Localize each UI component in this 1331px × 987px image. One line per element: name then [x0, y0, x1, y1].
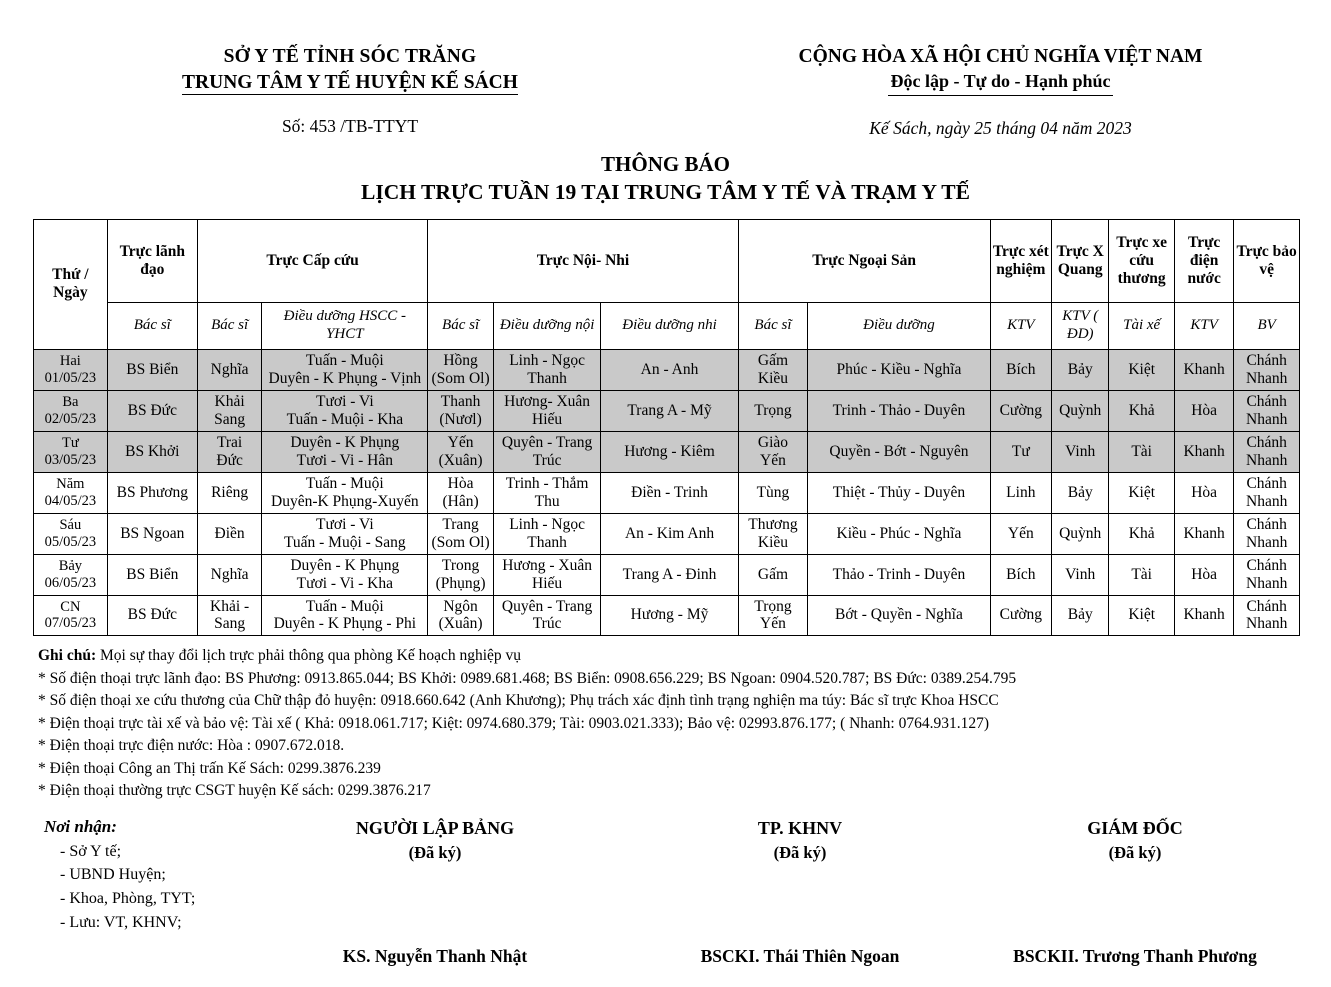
cell-utility-tech: Hòa: [1174, 472, 1233, 513]
place-and-date: Kế Sách, ngày 25 tháng 04 năm 2023: [869, 118, 1132, 139]
cell-emergency-doctor: Điền: [197, 513, 262, 554]
notes-label: Ghi chú:: [38, 647, 97, 665]
cell-emergency-nurse: Tuấn - Muội Duyên-K Phụng-Xuyến: [262, 472, 428, 513]
cell-surgery-nurse: Thiệt - Thủy - Duyên: [808, 472, 990, 513]
cell-emergency-nurse: Duyên - K Phụng Tươi - Vi - Hân: [262, 431, 428, 472]
cell-pediatric-nurse: Trang A - Đinh: [601, 554, 738, 595]
cell-driver: Tài: [1109, 431, 1175, 472]
col-header-internal-pediatric: Trực Nội- Nhi: [428, 219, 738, 302]
country-name: CỘNG HÒA XÃ HỘI CHỦ NGHĨA VIỆT NAM: [798, 46, 1203, 67]
cell-guard: Chánh Nhanh: [1234, 472, 1300, 513]
cell-surgery-doctor: Trọng Yến: [738, 595, 808, 636]
cell-surgery-doctor: Gấm Kiều: [738, 349, 808, 390]
cell-internal-nurse: Linh - Ngọc Thanh: [493, 349, 601, 390]
note-line: * Số điện thoại trực lãnh đạo: BS Phương: 0913.865.044; BS Khởi: 0989.681.468; BS Biển: 0908.656.229; BS Ngoan: 0904.520.787; BS Đức: 0389.254.795: [38, 669, 1017, 687]
issuing-organization: [0, 44, 700, 139]
national-motto: Độc lập - Tự do - Hạnh phúc: [888, 70, 1112, 97]
signature-area: [0, 817, 1331, 987]
cell-surgery-nurse: Quyền - Bớt - Nguyên: [808, 431, 990, 472]
cell-internal-nurse: Quyên - Trang Trúc: [493, 431, 601, 472]
cell-day-date: Năm 04/05/23: [34, 472, 108, 513]
document-titles: [0, 151, 1331, 206]
cell-xray-tech: Vinh: [1052, 431, 1109, 472]
subcol-internal-doctor: Bác sĩ: [428, 302, 494, 349]
cell-guard: Chánh Nhanh: [1234, 554, 1300, 595]
cell-utility-tech: Khanh: [1174, 513, 1233, 554]
table-row: [34, 431, 1300, 472]
cell-xray-tech: Quỳnh: [1052, 513, 1109, 554]
cell-internal-doctor: Trang (Som Ol): [428, 513, 494, 554]
cell-surgery-nurse: Kiều - Phúc - Nghĩa: [808, 513, 990, 554]
cell-xray-tech: Bảy: [1052, 472, 1109, 513]
signature-name: BSCKI. Thái Thiên Ngoan: [700, 945, 900, 966]
document-header: [0, 0, 1331, 139]
signature-name: KS. Nguyễn Thanh Nhật: [342, 945, 528, 966]
cell-internal-doctor: Trong (Phụng): [428, 554, 494, 595]
recipients-list: [44, 840, 195, 935]
cell-internal-nurse: Quyên - Trang Trúc: [493, 595, 601, 636]
col-header-security: Trực bảo vệ: [1234, 219, 1300, 302]
cell-internal-nurse: Linh - Ngọc Thanh: [493, 513, 601, 554]
cell-surgery-nurse: Phúc - Kiều - Nghĩa: [808, 349, 990, 390]
cell-day-date: Bảy 06/05/23: [34, 554, 108, 595]
signature-block-director: [965, 817, 1305, 967]
cell-guard: Chánh Nhanh: [1234, 595, 1300, 636]
header-row-subgroups: [34, 302, 1300, 349]
cell-internal-nurse: Trinh - Thắm Thu: [493, 472, 601, 513]
department-name: SỞ Y TẾ TỈNH SÓC TRĂNG: [223, 46, 477, 67]
cell-guard: Chánh Nhanh: [1234, 349, 1300, 390]
cell-lead-doctor: BS Biển: [107, 349, 197, 390]
recipient-item: - Sở Y tế;: [60, 842, 122, 860]
page-title: THÔNG BÁO: [601, 152, 730, 177]
national-heading: [700, 44, 1331, 139]
subcol-lead-doctor: Bác sĩ: [107, 302, 197, 349]
cell-utility-tech: Khanh: [1174, 349, 1233, 390]
cell-xray-tech: Quỳnh: [1052, 390, 1109, 431]
cell-utility-tech: Hòa: [1174, 554, 1233, 595]
subcol-emg-doctor: Bác sĩ: [197, 302, 262, 349]
cell-emergency-doctor: Khải Sang: [197, 390, 262, 431]
center-name: TRUNG TÂM Y TẾ HUYỆN KẾ SÁCH: [182, 71, 518, 93]
cell-guard: Chánh Nhanh: [1234, 513, 1300, 554]
note-line: * Số điện thoại xe cứu thương của Chữ thập đỏ huyện: 0918.660.642 (Anh Khương); Phụ trách xác định tình trạng nghiện ma túy: Bác sĩ trực Khoa HSCC: [38, 692, 999, 710]
subcol-xray-tech: KTV ( ĐD): [1052, 302, 1109, 349]
signature-signed-mark: (Đã ký): [408, 843, 462, 863]
cell-surgery-doctor: Giào Yến: [738, 431, 808, 472]
note-line: * Điện thoại Công an Thị trấn Kế Sách: 0299.3876.239: [38, 759, 381, 777]
cell-emergency-doctor: Nghĩa: [197, 554, 262, 595]
cell-surgery-nurse: Trinh - Thảo - Duyên: [808, 390, 990, 431]
cell-emergency-nurse: Duyên - K Phụng Tươi - Vi - Kha: [262, 554, 428, 595]
cell-xray-tech: Bảy: [1052, 349, 1109, 390]
cell-internal-doctor: Hồng (Som Ol): [428, 349, 494, 390]
cell-pediatric-nurse: Trang A - Mỹ: [601, 390, 738, 431]
cell-pediatric-nurse: An - Kim Anh: [601, 513, 738, 554]
cell-pediatric-nurse: Hương - Kiêm: [601, 431, 738, 472]
cell-lead-doctor: BS Ngoan: [107, 513, 197, 554]
cell-utility-tech: Khanh: [1174, 431, 1233, 472]
cell-driver: Khả: [1109, 390, 1175, 431]
note-line: * Điện thoại thường trực CSGT huyện Kế sách: 0299.3876.217: [38, 782, 431, 800]
signature-role: TP. KHNV: [757, 817, 843, 838]
table-body: [34, 349, 1300, 636]
notes-main-text: Mọi sự thay đổi lịch trực phải thông qua phòng Kế hoạch nghiệp vụ: [96, 647, 522, 665]
cell-emergency-nurse: Tươi - Vi Tuấn - Muội - Sang: [262, 513, 428, 554]
cell-day-date: Sáu 05/05/23: [34, 513, 108, 554]
signature-role: GIÁM ĐỐC: [1087, 817, 1183, 838]
cell-pediatric-nurse: Điền - Trinh: [601, 472, 738, 513]
cell-lab-tech: Bích: [990, 554, 1051, 595]
table-row: [34, 554, 1300, 595]
cell-lead-doctor: BS Đức: [107, 390, 197, 431]
cell-guard: Chánh Nhanh: [1234, 390, 1300, 431]
notes-list: [38, 668, 1331, 803]
recipients-block: [44, 817, 195, 935]
cell-driver: Khả: [1109, 513, 1175, 554]
cell-internal-doctor: Hòa (Hân): [428, 472, 494, 513]
cell-surgery-doctor: Gấm: [738, 554, 808, 595]
subcol-utility-tech: KTV: [1174, 302, 1233, 349]
recipients-title: Nơi nhận:: [44, 816, 117, 836]
cell-emergency-nurse: Tươi - Vi Tuấn - Muội - Kha: [262, 390, 428, 431]
col-header-ambulance: Trực xe cứu thương: [1109, 219, 1175, 302]
cell-lab-tech: Bích: [990, 349, 1051, 390]
cell-day-date: Tư 03/05/23: [34, 431, 108, 472]
subcol-internal-nurse: Điều dưỡng nội: [493, 302, 601, 349]
cell-internal-doctor: Yến (Xuân): [428, 431, 494, 472]
subcol-lab-tech: KTV: [990, 302, 1051, 349]
cell-emergency-doctor: Riêng: [197, 472, 262, 513]
cell-driver: Kiệt: [1109, 349, 1175, 390]
cell-surgery-nurse: Bớt - Quyền - Nghĩa: [808, 595, 990, 636]
cell-utility-tech: Hòa: [1174, 390, 1233, 431]
recipient-item: - UBND Huyện;: [60, 866, 166, 884]
table-row: [34, 595, 1300, 636]
cell-emergency-doctor: Nghĩa: [197, 349, 262, 390]
note-line: * Điện thoại trực điện nước: Hòa : 0907.672.018.: [38, 737, 345, 755]
cell-emergency-nurse: Tuấn - Muội Duyên - K Phụng - Phi: [262, 595, 428, 636]
cell-surgery-nurse: Thảo - Trinh - Duyên: [808, 554, 990, 595]
table-row: [34, 349, 1300, 390]
cell-xray-tech: Vinh: [1052, 554, 1109, 595]
cell-lead-doctor: BS Đức: [107, 595, 197, 636]
header-row-groups: [34, 219, 1300, 302]
cell-driver: Kiệt: [1109, 472, 1175, 513]
table-row: [34, 472, 1300, 513]
recipient-item: - Khoa, Phòng, TYT;: [60, 890, 196, 908]
col-header-leadership: Trực lãnh đạo: [107, 219, 197, 302]
cell-lab-tech: Cường: [990, 390, 1051, 431]
cell-day-date: CN 07/05/23: [34, 595, 108, 636]
signature-block-preparer: [250, 817, 620, 967]
signature-block-khnv-head: [635, 817, 965, 967]
note-line: * Điện thoại trực tài xế và bảo vệ: Tài xế ( Khả: 0918.061.717; Kiệt: 0974.680.379; Tài: 0903.021.333); Bảo vệ: 02993.876.177; ( Nhanh: 0764.931.127): [38, 714, 990, 732]
cell-utility-tech: Khanh: [1174, 595, 1233, 636]
page-subtitle: LỊCH TRỰC TUẦN 19 TẠI TRUNG TÂM Y TẾ VÀ TRẠM Y TẾ: [361, 180, 970, 205]
col-header-utility: Trực điện nước: [1174, 219, 1233, 302]
note-line-main: [38, 645, 1331, 667]
table-row: [34, 390, 1300, 431]
col-header-emergency: Trực Cấp cứu: [197, 219, 427, 302]
cell-lab-tech: Cường: [990, 595, 1051, 636]
recipient-item: - Lưu: VT, KHNV;: [60, 913, 182, 931]
cell-surgery-doctor: Thương Kiều: [738, 513, 808, 554]
cell-day-date: Hai 01/05/23: [34, 349, 108, 390]
subcol-surgery-nurse: Điều dưỡng: [808, 302, 990, 349]
duty-schedule-table: [33, 219, 1300, 637]
col-header-surgery-obstetrics: Trực Ngoại Sản: [738, 219, 990, 302]
cell-lab-tech: Linh: [990, 472, 1051, 513]
cell-internal-nurse: Hương- Xuân Hiếu: [493, 390, 601, 431]
schedule-table-wrapper: [33, 219, 1300, 637]
cell-lead-doctor: BS Biển: [107, 554, 197, 595]
subcol-guard: BV: [1234, 302, 1300, 349]
cell-surgery-doctor: Trọng: [738, 390, 808, 431]
subcol-driver: Tài xế: [1109, 302, 1175, 349]
col-header-xray: Trực X Quang: [1052, 219, 1109, 302]
document-number: Số: 453 /TB-TTYT: [281, 116, 419, 137]
cell-emergency-doctor: Khải - Sang: [197, 595, 262, 636]
cell-day-date: Ba 02/05/23: [34, 390, 108, 431]
cell-pediatric-nurse: An - Anh: [601, 349, 738, 390]
col-header-lab: Trực xét nghiệm: [990, 219, 1051, 302]
cell-lab-tech: Tư: [990, 431, 1051, 472]
signature-name: BSCKII. Trương Thanh Phương: [1013, 945, 1257, 966]
cell-emergency-doctor: Trai Đức: [197, 431, 262, 472]
signature-signed-mark: (Đã ký): [773, 843, 827, 863]
cell-guard: Chánh Nhanh: [1234, 431, 1300, 472]
notes-section: [38, 645, 1331, 802]
cell-xray-tech: Bảy: [1052, 595, 1109, 636]
cell-internal-doctor: Ngôn (Xuân): [428, 595, 494, 636]
cell-driver: Kiệt: [1109, 595, 1175, 636]
cell-lead-doctor: BS Khởi: [107, 431, 197, 472]
subcol-surgery-doctor: Bác sĩ: [738, 302, 808, 349]
cell-emergency-nurse: Tuấn - Muội Duyên - K Phụng - Vịnh: [262, 349, 428, 390]
cell-lab-tech: Yến: [990, 513, 1051, 554]
cell-surgery-doctor: Tùng: [738, 472, 808, 513]
table-head: [34, 219, 1300, 349]
cell-driver: Tài: [1109, 554, 1175, 595]
col-header-day: Thứ / Ngày: [34, 219, 108, 349]
cell-lead-doctor: BS Phương: [107, 472, 197, 513]
subcol-pediatric-nurse: Điều dưỡng nhi: [601, 302, 738, 349]
cell-pediatric-nurse: Hương - Mỹ: [601, 595, 738, 636]
signature-role: NGƯỜI LẬP BẢNG: [355, 817, 515, 838]
signature-signed-mark: (Đã ký): [1108, 843, 1162, 863]
subcol-emg-nurse: Điều dưỡng HSCC - YHCT: [262, 302, 428, 349]
cell-internal-nurse: Hương - Xuân Hiếu: [493, 554, 601, 595]
table-row: [34, 513, 1300, 554]
cell-internal-doctor: Thanh (Nươl): [428, 390, 494, 431]
